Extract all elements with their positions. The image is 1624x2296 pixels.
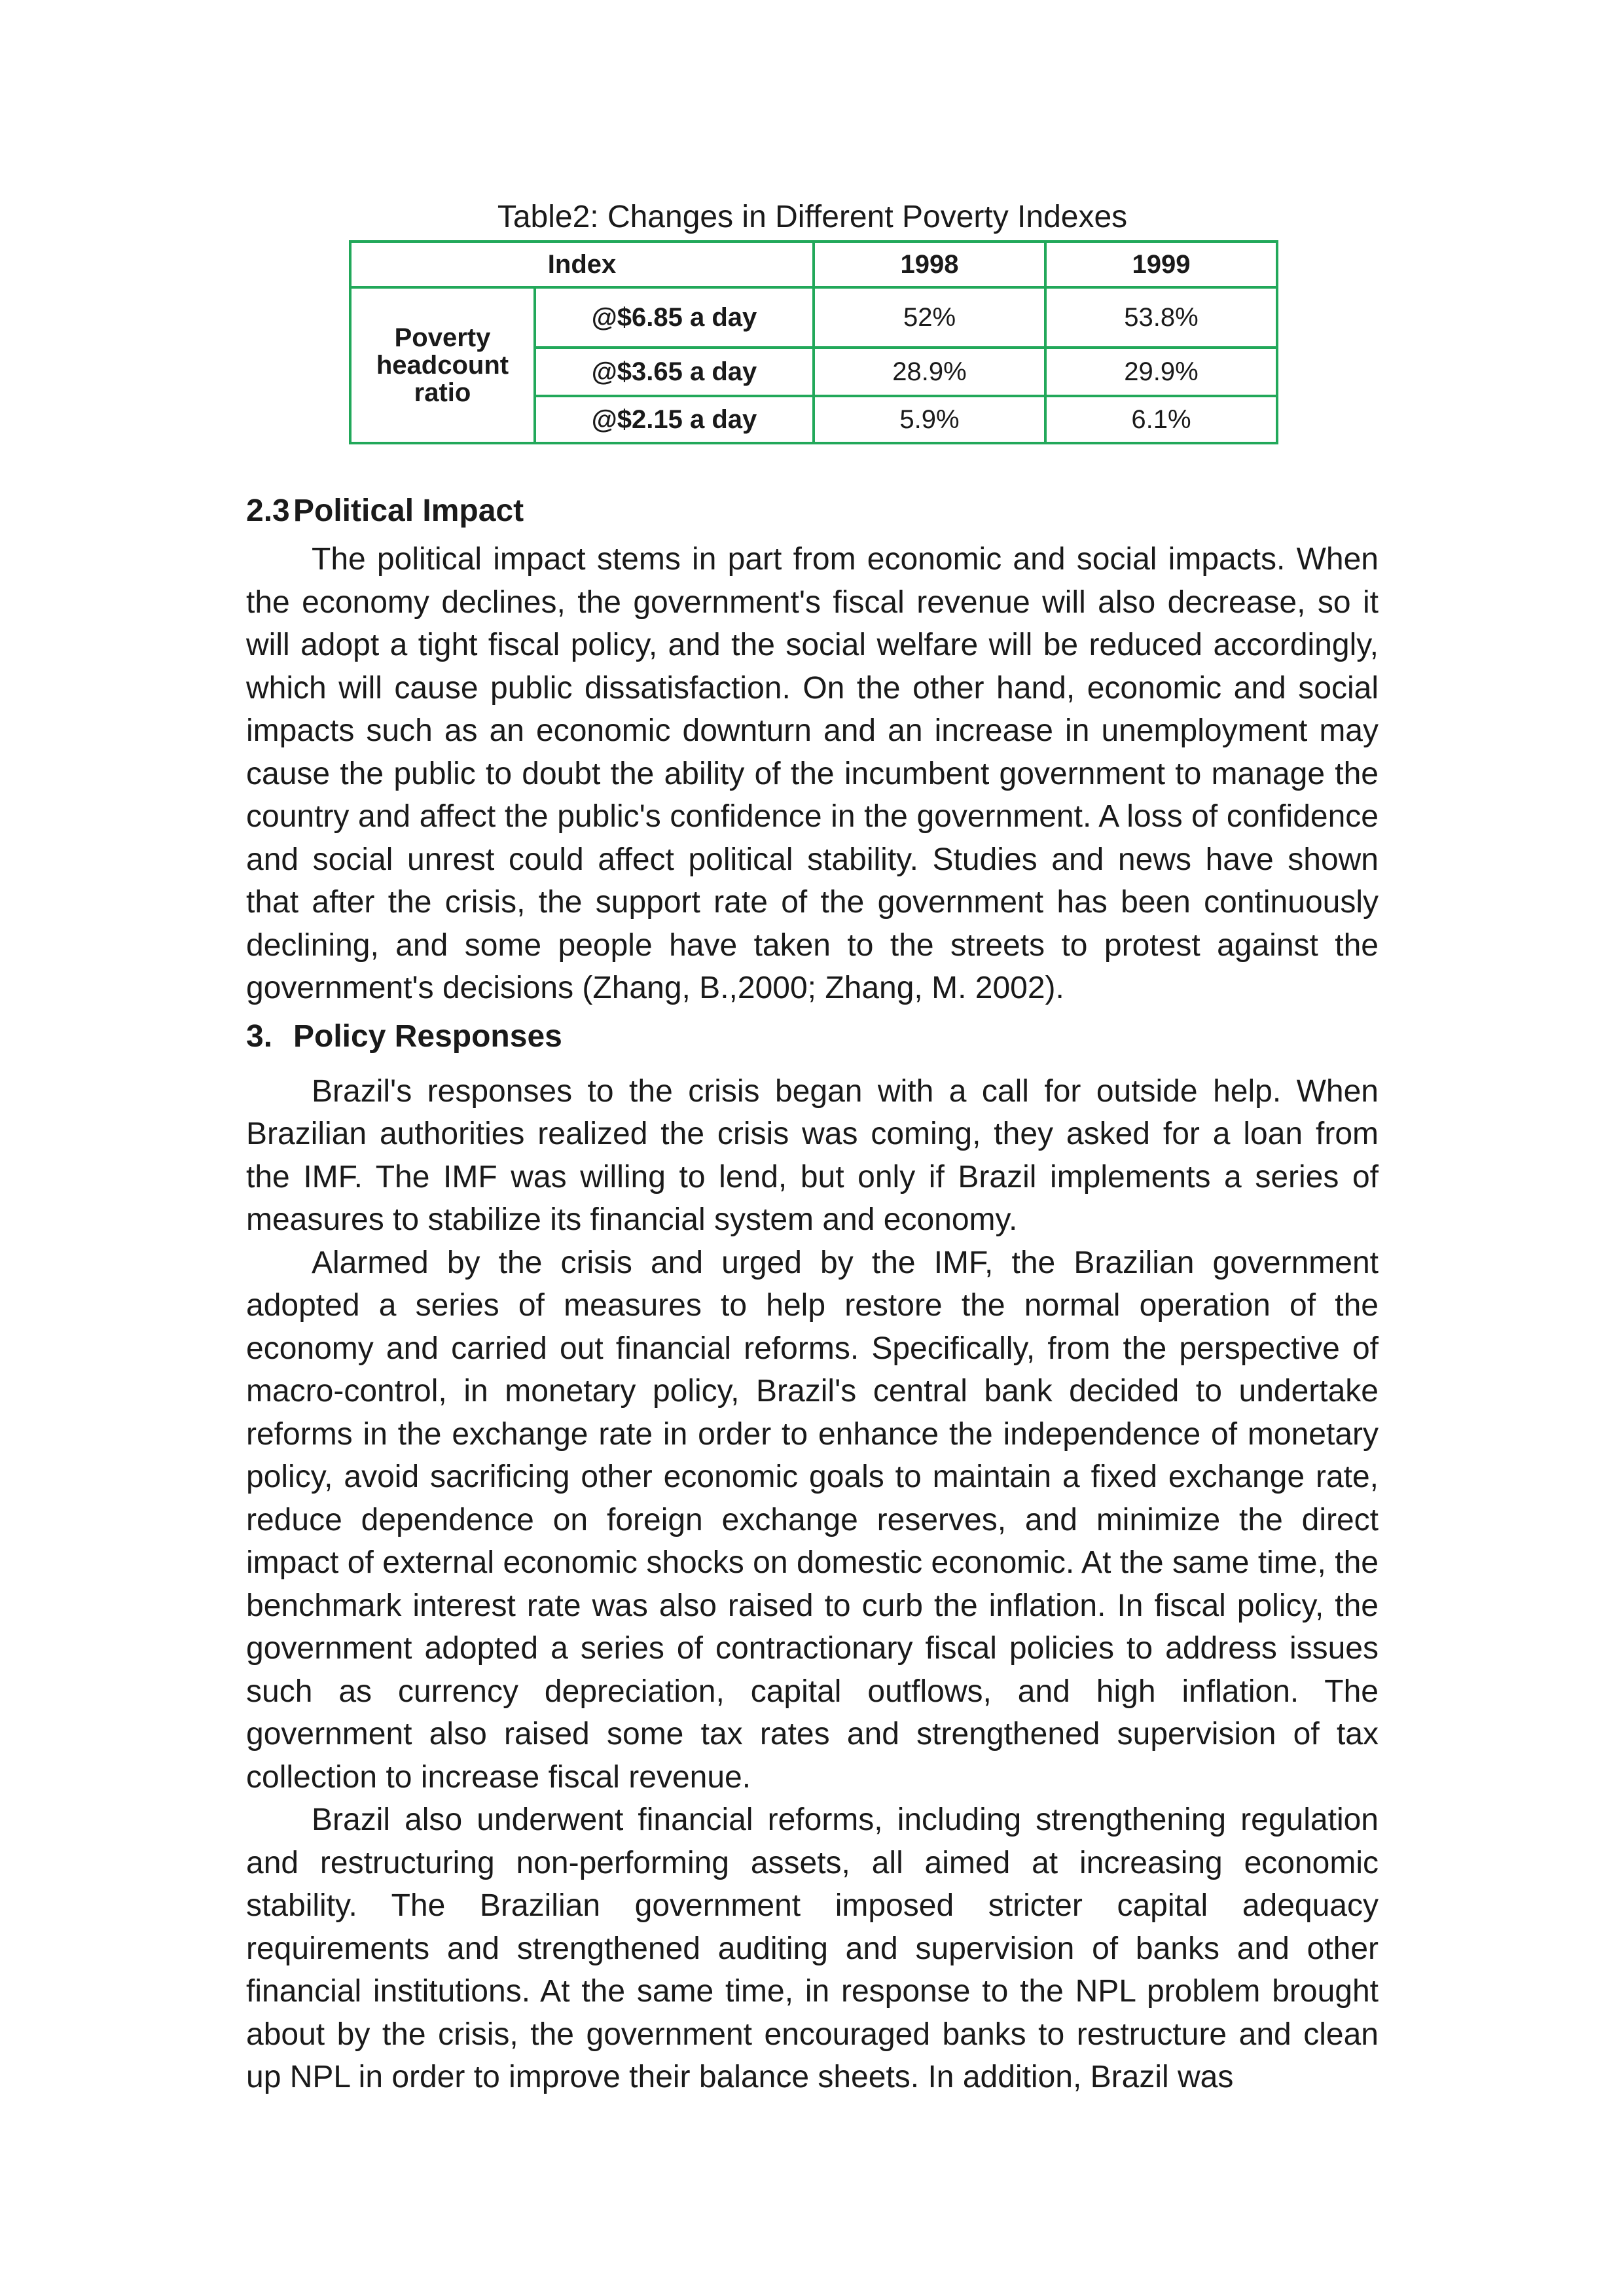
paragraph: Brazil also underwent financial reforms, including strengthening regulation and restructuring non-performing assets, all aimed at increasing economic stability. The Brazilian government imposed stricter capital adequacy requirements and strengthened auditing and supervision of banks and other financial institutions. At the same time, in response to the NPL problem brought about by the crisis, the government encouraged banks to restructure and clean up NPL in order to improve their balance sheets. In addition, Brazil was — [246, 1803, 1379, 2094]
row-label-215: @$2.15 a day — [535, 396, 814, 443]
section-title: Policy Responses — [293, 1018, 562, 1054]
section-heading-political-impact — [246, 490, 1379, 533]
poverty-index-table — [349, 240, 1278, 444]
paragraph: The political impact stems in part from economic and social impacts. When the economy declines, the government's fiscal revenue will also decrease, so it will adopt a tight fiscal policy, and the social welfare will be reduced accordingly, which will cause public dissatisfaction. On the other hand, economic and social impacts such as an economic downturn and an increase in unemployment may cause the public to doubt the ability of the incumbent government to manage the country and affect the public's confidence in the government. A loss of confidence and social unrest could affect political stability. Studies and news have shown that after the crisis, the support rate of the government has been continuously declining, and some people have taken to the streets to protest against the government's decisions (Zhang, B.,2000; Zhang, M. 2002). — [246, 542, 1379, 1005]
header-1999: 1999 — [1045, 242, 1277, 287]
table-header-row — [350, 242, 1277, 287]
cell-685-1999: 53.8% — [1045, 287, 1277, 348]
section-title: Political Impact — [293, 493, 524, 528]
section-number: 2.3 — [246, 493, 290, 528]
paragraph: Brazil's responses to the crisis began with a call for outside help. When Brazilian authorities realized the crisis was coming, they asked for a loan from the IMF. The IMF was willing to lend, but only if Brazil implements a series of measures to stabilize its financial system and economy. — [246, 1073, 1379, 1237]
body-content — [246, 490, 1379, 2099]
paragraph: Alarmed by the crisis and urged by the IMF, the Brazilian government adopted a series of measures to help restore the normal operation of the economy and carried out financial reforms. Specifically, from the perspective of macro-control, in monetary policy, Brazil's central bank decided to undertake reforms in the exchange rate in order to enhance the independence of monetary policy, avoid sacrificing other economic goals to maintain a fixed exchange rate, reduce dependence on foreign exchange reserves, and minimize the direct impact of external economic shocks on domestic economic. At the same time, the benchmark interest rate was also raised to curb the inflation. In fiscal policy, the government adopted a series of contractionary fiscal policies to address issues such as currency depreciation, capital outflows, and high inflation. The government also raised some tax rates and strengthened supervision of tax collection to increase fiscal revenue. — [246, 1245, 1379, 1795]
row-label-685: @$6.85 a day — [535, 287, 814, 348]
cell-365-1999: 29.9% — [1045, 348, 1277, 396]
section-number: 3. — [246, 1018, 273, 1054]
cell-685-1998: 52% — [814, 287, 1045, 348]
header-index: Index — [350, 242, 814, 287]
cell-215-1999: 6.1% — [1045, 396, 1277, 443]
header-1998: 1998 — [814, 242, 1045, 287]
section-heading-policy-responses — [246, 1015, 1379, 1058]
cell-215-1998: 5.9% — [814, 396, 1045, 443]
table-caption: Table2: Changes in Different Poverty Indexes — [497, 200, 1128, 234]
row-label-365: @$3.65 a day — [535, 348, 814, 396]
cell-365-1998: 28.9% — [814, 348, 1045, 396]
table-row — [350, 287, 1277, 348]
poverty-headcount-label: Poverty headcount ratio — [350, 287, 535, 443]
